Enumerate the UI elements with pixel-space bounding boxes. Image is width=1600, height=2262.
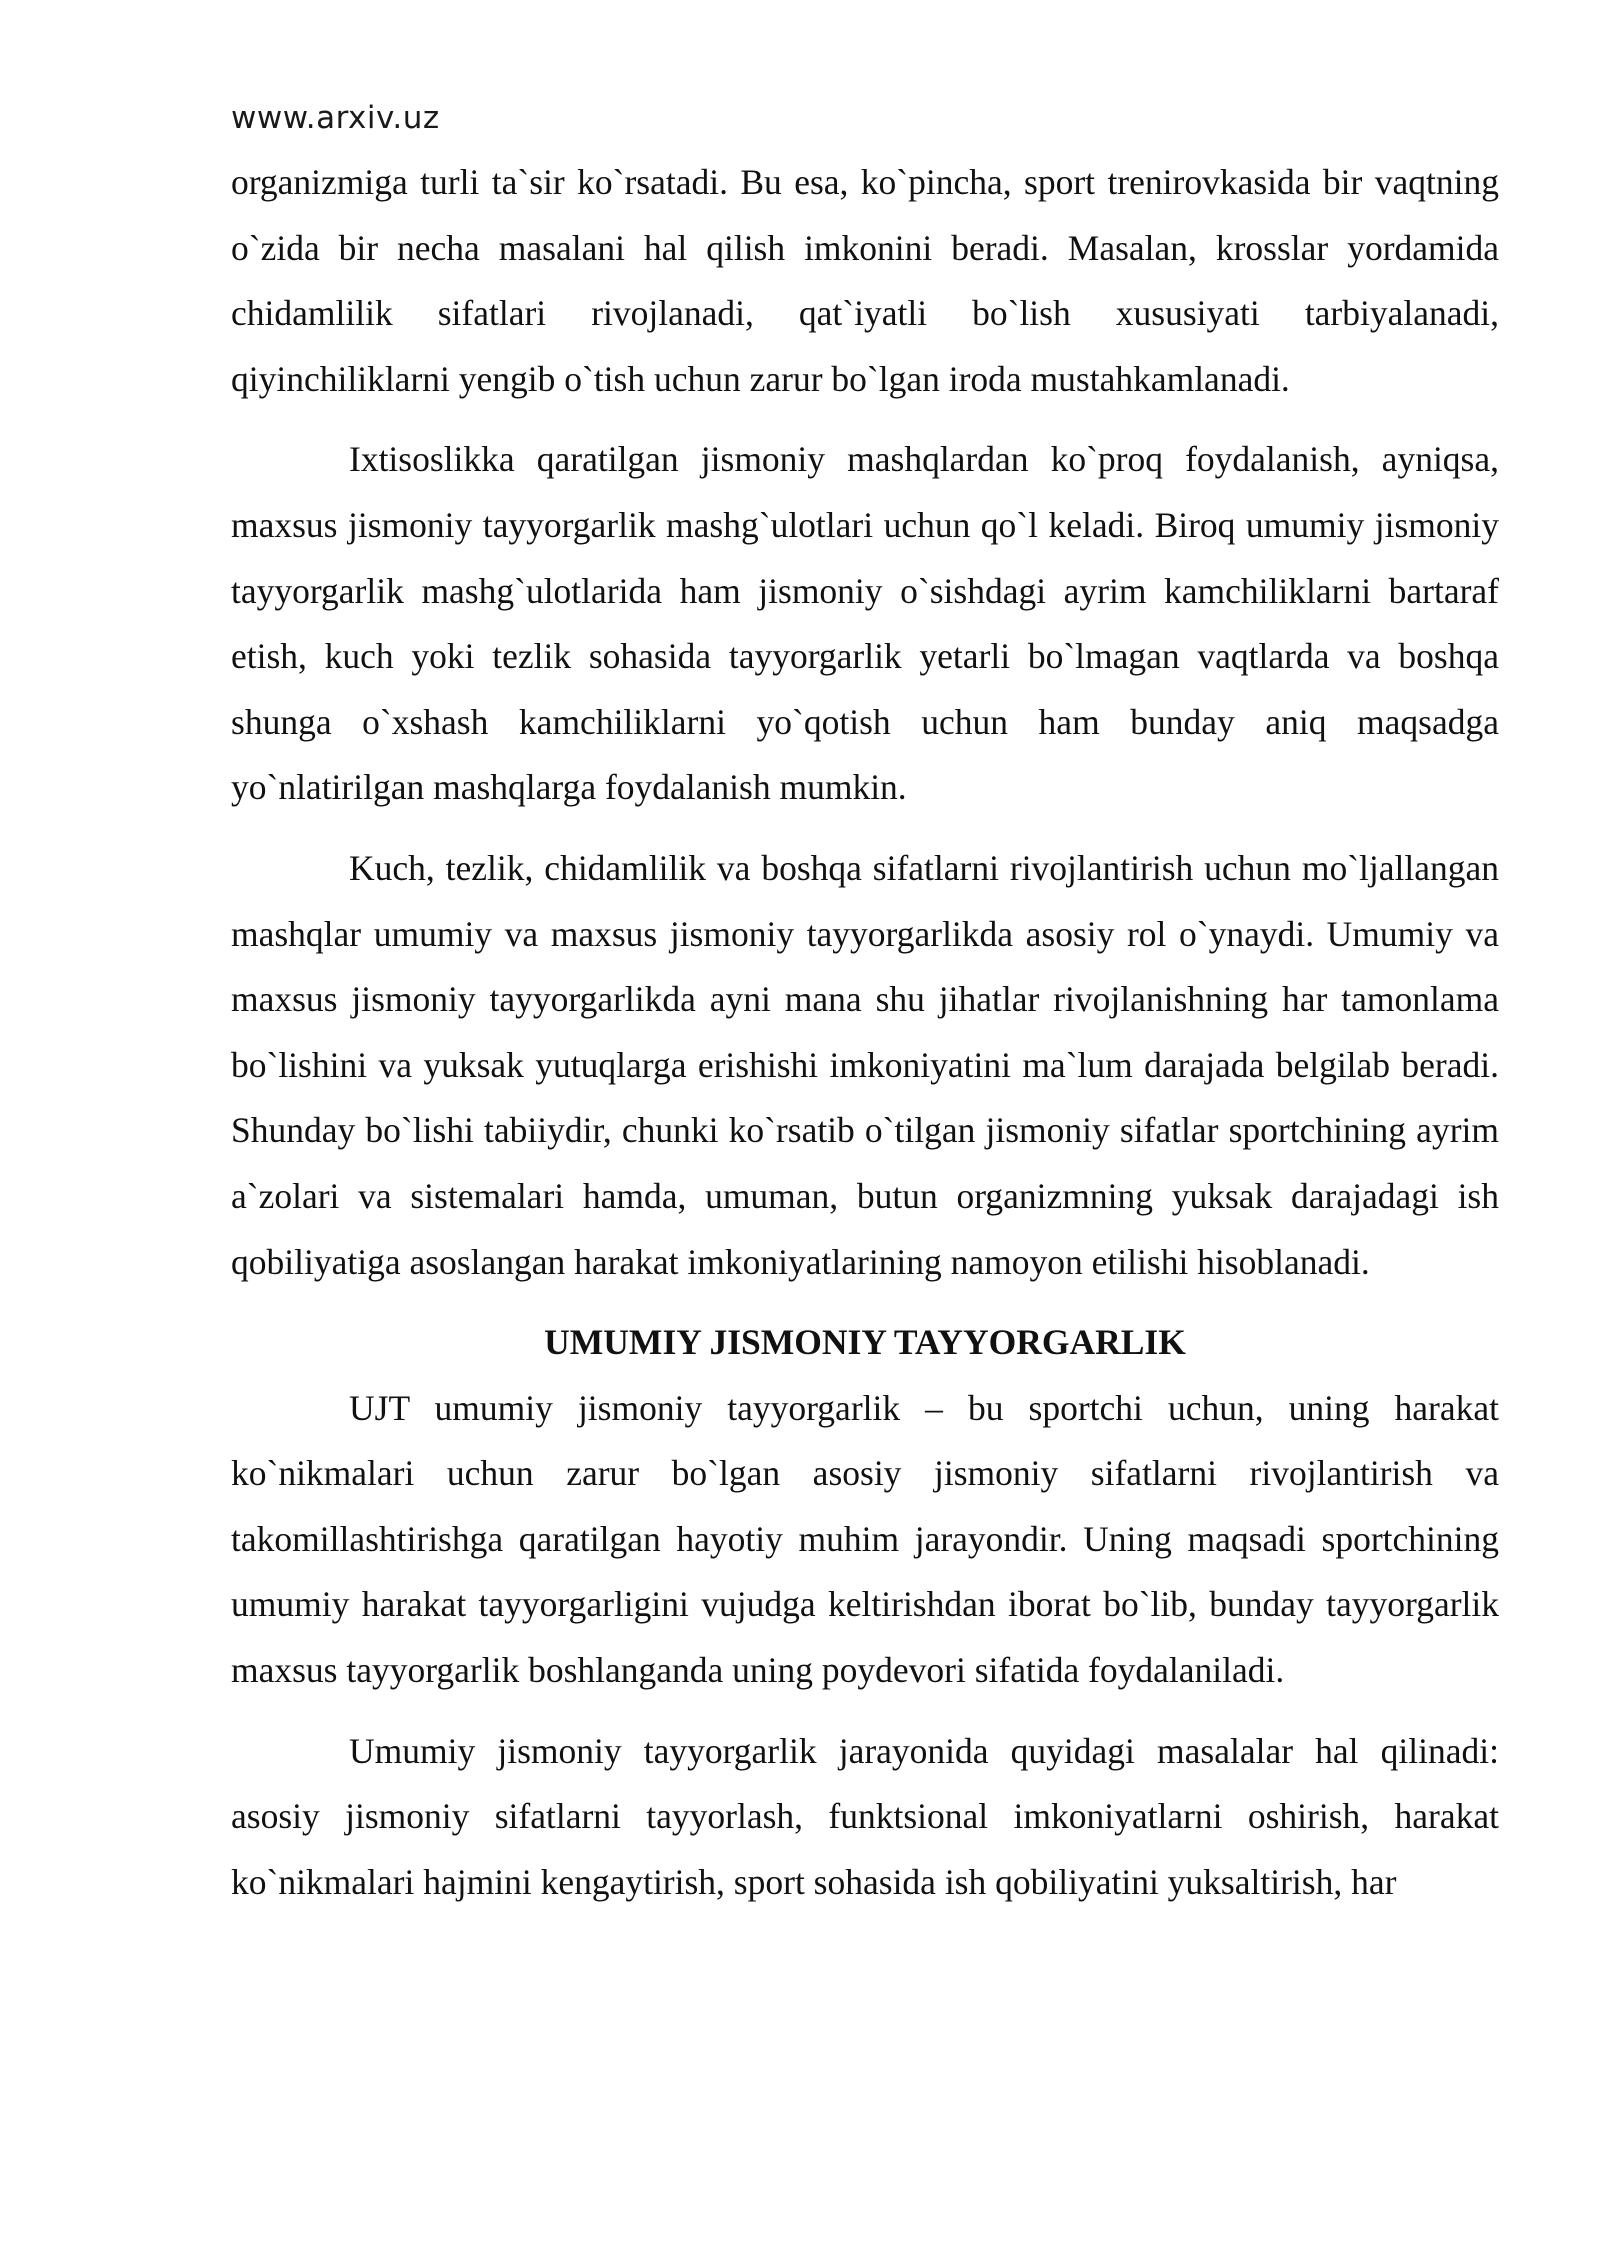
paragraph: Umumiy jismoniy tayyorgarlik jarayonida quyidagi masalalar hal qilinadi: asosiy jismoniy sifatlarni tayyorlash, funktsional imkoniyatlarni oshirish, harakat ko`nikmalari hajmini kengaytirish, sport sohasida ish qobiliyatini yuksaltirish, har xyxy=(231,1730,1499,1902)
document-body xyxy=(231,150,1499,1915)
paragraph: Ixtisoslikka qaratilgan jismoniy mashqlardan ko`proq foydalanish, ayniqsa, maxsus jismoniy tayyorgarlik mashg`ulotlari uchun qo`l keladi. Biroq umumiy jismoniy tayyorgarlik mashg`ulotlarida ham jismoniy o`sishdagi ayrim kamchiliklarni bartaraf etish, kuch yoki tezlik sohasida tayyorgarlik yetarli bo`lmagan vaqtlarda va boshqa shunga o`xshash kamchiliklarni yo`qotish uchun ham bunday aniq maqsadga yo`nlatirilgan mashqlarga foydalanish mumkin. xyxy=(231,439,1499,808)
site-watermark: www.arxiv.uz xyxy=(231,100,440,136)
paragraph: organizmiga turli ta`sir ko`rsatadi. Bu esa, ko`pincha, sport trenirovkasida bir vaqtning o`zida bir necha masalani hal qilish imkonini beradi. Masalan, krosslar yordamida chidamlilik sifatlari rivojlanadi, qat`iyatli bo`lish xususiyati tarbiyalanadi, qiyinchiliklarni yengib o`tish uchun zarur bo`lgan iroda mustahkamlanadi. xyxy=(231,162,1499,399)
section-heading: UMUMIY JISMONIY TAYYORGARLIK xyxy=(544,1322,1186,1363)
paragraph: Kuch, tezlik, chidamlilik va boshqa sifatlarni rivojlantirish uchun mo`ljallangan mashqlar umumiy va maxsus jismoniy tayyorgarlikda asosiy rol o`ynaydi. Umumiy va maxsus jismoniy tayyorgarlikda ayni mana shu jihatlar rivojlanishning har tamonlama bo`lishini va yuksak yutuqlarga erishishi imkoniyatini ma`lum darajada belgilab beradi. Shunday bo`lishi tabiiydir, chunki ko`rsatib o`tilgan jismoniy sifatlar sportchining ayrim a`zolari va sistemalari hamda, umuman, butun organizmning yuksak darajadagi ish qobiliyatiga asoslangan harakat imkoniyatlarining namoyon etilishi hisoblanadi. xyxy=(231,847,1499,1282)
paragraph: UJT umumiy jismoniy tayyorgarlik – bu sportchi uchun, uning harakat ko`nikmalari uchun zarur bo`lgan asosiy jismoniy sifatlarni rivojlantirish va takomillashtirishga qaratilgan hayotiy muhim jarayondir. Uning maqsadi sportchining umumiy harakat tayyorgarligini vujudga keltirishdan iborat bo`lib, bunday tayyorgarlik maxsus tayyorgarlik boshlanganda uning poydevori sifatida foydalaniladi. xyxy=(231,1387,1499,1691)
